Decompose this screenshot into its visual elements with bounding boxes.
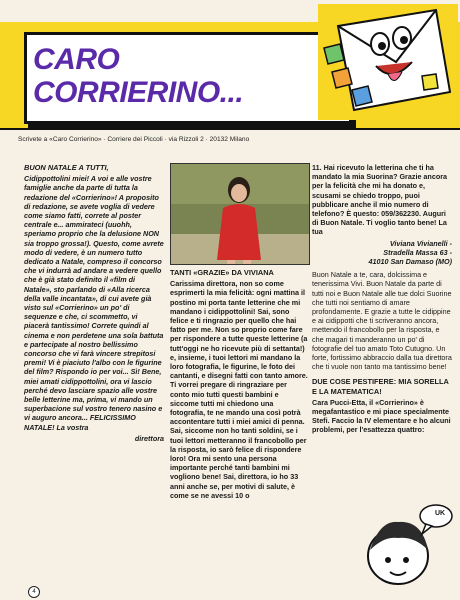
- signature-address-2: 41010 San Damaso (MO): [368, 257, 452, 267]
- cartoon-girl-illustration: [340, 492, 458, 596]
- speech-bubble-text: UK: [434, 510, 446, 517]
- director-signoff: direttora: [134, 433, 164, 443]
- second-letter-body: Cara Pucci-Etta, il «Corrierino» è megafantastico e mi piace specialmente Stefi. Faccio la IV elementare e ho alcuni problemi, per l'esattezza quattro:: [312, 397, 451, 435]
- title-line-2: CORRIERINO...: [33, 76, 244, 109]
- viviana-letter-heading: TANTI «GRAZIE» DA VIVIANA: [170, 268, 274, 277]
- photo-image: [171, 164, 309, 264]
- title-box: [24, 32, 352, 124]
- title-line-1: CARO: [33, 43, 120, 76]
- column-director-letter: [24, 163, 164, 583]
- second-letter-heading: DUE COSE PESTIFERE: MIA SORELLA E LA MATEMATICA!: [312, 377, 449, 396]
- column-viviana-letter: [170, 268, 308, 586]
- signature-name: Viviana Vivianelli -: [389, 238, 452, 248]
- viviana-letter-body: Carissima direttora, non so come esprimerti la mia felicità: ogni mattina il postino mi porta tante letterine che mi mandano i cidippottolini! Sai, sono felice e ti ringrazio per quello che hai fatto per me. Non so proprio come fare per rispondere a tutte queste letterine (a tutt'oggi ne ho ricevute più di settanta!) e, insieme, i tuoi lettori mi mandano la loro fotografia, le figurine, le foto dei cantanti, e disegni fatti con tanto amore. Ti vorrei pregare di ringraziare per conto mio tutti questi bambini e siccome tutti mi chiedono una fotografia, te ne mando una così potrà accontentare tutti i miei amici di penna. Sai, siccome non ho tanti soldini, se i tuoi lettori metteranno il francobollo per la risposta, io sarò felice di rispondere loro! Ora mi sento una persona importante perché tanti bambini mi vogliono bene! Sai, direttora, io ho 33 anni anche se, per motivi di salute, è come se ne avessi 10 o: [170, 279, 308, 500]
- viviana-photo: [170, 163, 310, 265]
- viviana-letter-continued: 11. Hai ricevuto la letterina che ti ha mandato la mia Suorina? Grazie ancora per la felicità che mi ha donato e, scusami se chiedo troppo, puoi pubblicare anche il mio numero di telefono? È questo: 059/362230. Auguri di Buon Natale. Ti voglio tanto bene! La tua: [312, 163, 448, 237]
- signature-address-1: Stradella Massa 63 -: [383, 247, 452, 257]
- page-number: 4: [28, 586, 40, 598]
- page-title: [33, 43, 243, 109]
- envelope-mascot-illustration: [318, 4, 458, 120]
- director-reply: Buon Natale a te, cara, dolcissima e tenerissima Vivi. Buon Natale da parte di tutti noi e Buon Natale alle tue dolci Suorine che tutti noi sentiamo di amare profondamente. E grazie a tutte le cidippine e ai cidippotti che ti scriveranno ancora, mettendo il francobollo per la risposta, e che magari ti manderanno un po' di fotografie del tuo amato Toto Cutugno. Un forte, fortissimo abbraccio dalla tua direttora che ti vuole non tanto ma tantissimo bene!: [312, 270, 452, 372]
- address-line: Scrivete a «Caro Corrierino» · Corriere dei Piccoli · via Rizzoli 2 · 20132 Milano: [18, 136, 250, 143]
- director-letter-heading: BUON NATALE A TUTTI,: [24, 163, 109, 172]
- director-letter-body: Cidippottolini miei! A voi e alle vostre famiglie anche da parte di tutta la redazione del «Corrierino»! A proposito di redazione, se avete voglia di vedere come siamo fatti, correte al poster centrale e... ammirateci (uuohh, speriamo proprio che la delusione NON sia troppo grossa!). Questo, come avrete modo di vedere, è un numero tutto dedicato a Natale, compreso il concorso che vi indurrà ad andare a vedere quello che è già stato definito il «film di Natale», sto parlando di «Alla ricerca della valle incantata», di cui avete già visto sul «Corrierino» un po' di sequenze e che, ci scommetto, vi piacerà tantissimo! Correte quindi al cinema e non perdetene una sola battuta e partecipate al nostro bellissimo concorso che vi farà vincere strepitosi premi! Vi è piaciuto l'albo con le figurine del film? Rispondo io per voi... Sì! Bene, miei amati cidippottolini, ora vi lascio perché devo lasciare spazio alle vostre belle letterine ma, prima, vi mando un superbacione sul vostro tenero nasino e vi auguro ancora... FELICISSIMO NATALE! La vostra: [24, 174, 164, 432]
